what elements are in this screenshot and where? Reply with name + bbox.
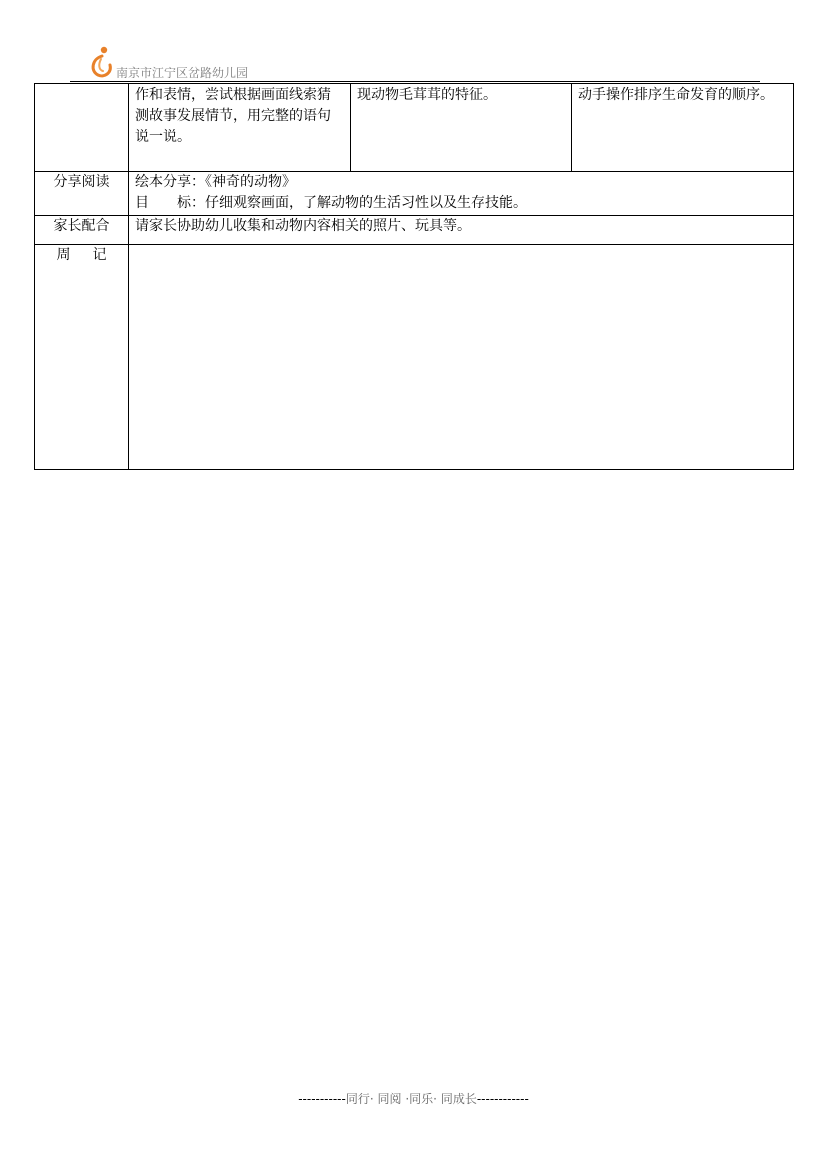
footer-item-2: 同阅 [377,1092,402,1106]
weekly-notes-label [35,245,129,470]
weekly-notes-label-1: 周 [56,247,71,263]
share-reading-label: 分享阅读 [35,172,129,216]
page-header [70,42,760,82]
page-footer [0,1090,827,1107]
table-row [35,172,794,216]
parent-cooperation-text: 请家长协助幼儿收集和动物内容相关的照片、玩具等。 [135,218,471,234]
goal-key-1: 目 [135,195,149,211]
school-name: 南京市江宁区岔路幼儿园 [116,66,249,80]
goal-key-2: 标： [177,195,205,211]
activity-cell-1 [129,84,351,172]
footer-dashes-left: ----------- [298,1092,346,1106]
activity-text-2: 现动物毛茸茸的特征。 [357,87,497,103]
weekly-notes-label-2: 记 [92,247,107,263]
activity-cell-2 [351,84,572,172]
table-row [35,245,794,470]
footer-dashes-right: ------------ [476,1092,529,1106]
parent-cooperation-label: 家长配合 [35,216,129,245]
goal-text: 仔细观察画面，了解动物的生活习性以及生存技能。 [205,195,527,211]
share-reading-cell [129,172,794,216]
share-reading-goal [135,193,787,214]
footer-item-4: 同成长 [440,1092,477,1106]
footer-item-1: 同行· [345,1092,374,1106]
table-row [35,84,794,172]
activity-cell-3 [572,84,794,172]
activity-text-3: 动手操作排序生命发育的顺序。 [578,87,774,103]
activity-text-1: 作和表情，尝试根据画面线索猜测故事发展情节，用完整的语句说一说。 [135,87,331,145]
table-row [35,216,794,245]
weekly-notes-cell [129,245,794,470]
share-reading-title: 绘本分享：《神奇的动物》 [135,174,296,190]
parent-cooperation-cell [129,216,794,245]
footer-item-3: ·同乐· [405,1092,437,1106]
header-rule [70,81,760,82]
row-label-empty [35,84,129,172]
school-logo-icon [88,45,116,79]
lesson-plan-table [34,83,794,470]
